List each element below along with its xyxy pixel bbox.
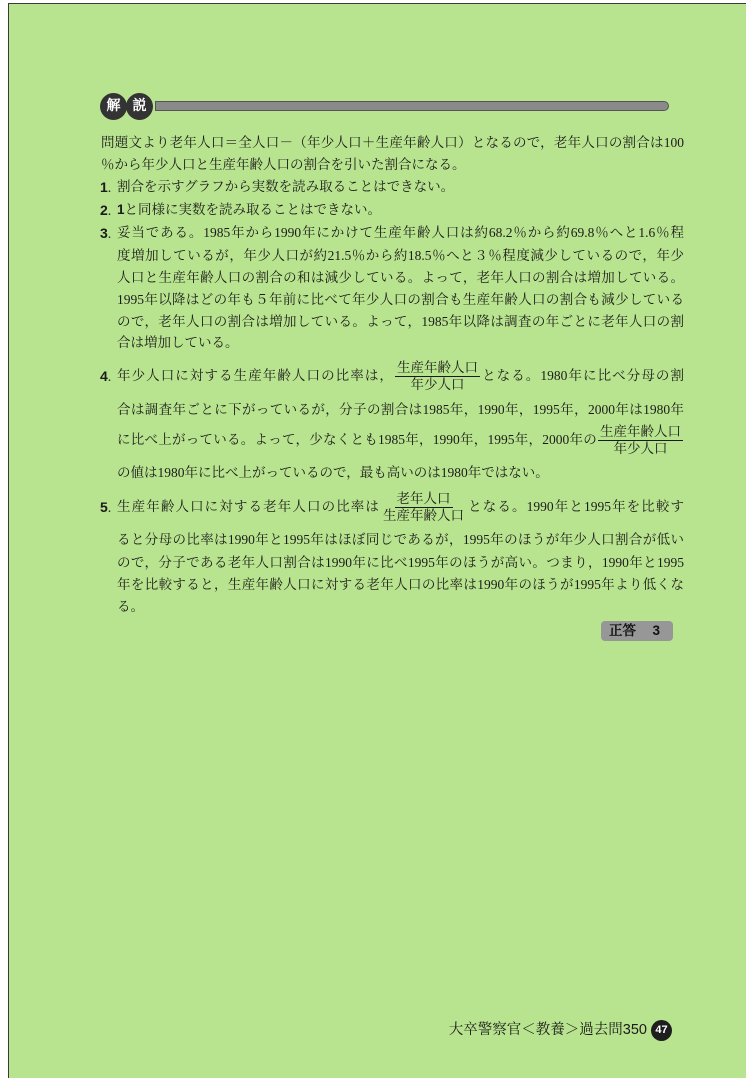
- choice-number: 4.: [100, 368, 112, 385]
- fraction-numerator: 生産年齢人口: [396, 360, 478, 376]
- choice-line: 合は調査年ごとに下がっているが，分子の割合は1985年，1990年，1995年，2000年は1980年: [117, 402, 684, 417]
- badge-char-kai: 解: [100, 93, 127, 120]
- answer-label: 正答: [609, 623, 636, 638]
- choice-line: に比べ上がっている。よって，少なくとも1985年，1990年，1995年，2000年の $\frac{\text{生産年齢人口}}{\text{年少人口}}$: [117, 424, 681, 456]
- choice-number: 3.: [100, 225, 112, 242]
- choice-number: 1.: [100, 179, 112, 196]
- fraction-denominator: 年少人口: [613, 441, 668, 456]
- choice-line: の値は1980年に比べ上がっているので，最も高いのは1980年ではない。: [117, 465, 549, 480]
- header-rule: [155, 101, 669, 111]
- choice-line: 人口と生産年齢人口の割合の和は減少している。よって，老年人口の割合は増加している。: [117, 270, 684, 285]
- choice-line: 妥当である。1985年から1990年にかけて生産年齢人口は約68.2％から約69.8％へと1.6％程: [117, 225, 684, 240]
- book-title: 大卒警察官＜教養＞過去問350: [448, 1022, 647, 1038]
- fraction: [395, 361, 480, 392]
- answer-box: [601, 621, 673, 641]
- choice-line: 合は増加している。: [117, 335, 239, 350]
- choice-reference: 1: [117, 202, 125, 217]
- choice-line: 生産年齢人口に対する老年人口の比率は $\frac{\text{老年人口}}{\text{生産年齢人口}}$ となる。1990年と1995年を比較す: [117, 491, 684, 523]
- choice-line: 1995年以降はどの年も５年前に比べて年少人口の割合も生産年齢人口の割合も減少している: [117, 292, 684, 307]
- badge-char-setsu: 説: [126, 93, 153, 120]
- fraction-denominator: 年少人口: [410, 377, 465, 392]
- choice-line: 年少人口に対する生産年齢人口の比率は， $\frac{\text{生産年齢人口}}{\text{年少人口}}$ となる。1980年に比べ分母の割: [117, 360, 684, 392]
- choice-line: る。: [117, 599, 144, 614]
- answer-value: 3: [652, 623, 660, 638]
- page-number: 47: [651, 1020, 672, 1041]
- fraction-numerator: 老年人口: [396, 491, 451, 507]
- choice-line: ので，分子である老年人口割合は1990年に比べ1995年のほうが高い。つまり，1990年と1995: [117, 555, 684, 570]
- choice-line: 年を比較すると，生産年齢人口に対する老年人口の比率は1990年のほうが1995年より低くな: [117, 577, 684, 592]
- choice-line: 割合を示すグラフから実数を読み取ることはできない。: [117, 179, 455, 194]
- choice-line: ので，老年人口の割合は増加している。よって，1985年以降は調査の年ごとに老年人口の割: [117, 314, 684, 329]
- choice-line: 1と同様に実数を読み取ることはできない。: [117, 202, 382, 217]
- fraction-numerator: 生産年齢人口: [600, 424, 681, 440]
- fraction: [598, 425, 683, 456]
- choice-number: 5.: [100, 499, 112, 516]
- fraction: [381, 492, 466, 523]
- choice-line: 度増加しているが，年少人口が約21.5％から約18.5％へと３％程度減少しているので，年少: [117, 248, 684, 263]
- fraction-denominator: 生産年齢人口: [383, 508, 465, 523]
- choice-number: 2.: [100, 202, 112, 219]
- intro-line: 問題文より老年人口＝全人口－（年少人口＋生産年齢人口）となるので，老年人口の割合は100: [101, 135, 684, 150]
- intro-line: ％から年少人口と生産年齢人口の割合を引いた割合になる。: [101, 157, 466, 172]
- choice-line: ると分母の比率は1990年と1995年はほぼ同じであるが，1995年のほうが年少人口割合が低い: [117, 532, 684, 547]
